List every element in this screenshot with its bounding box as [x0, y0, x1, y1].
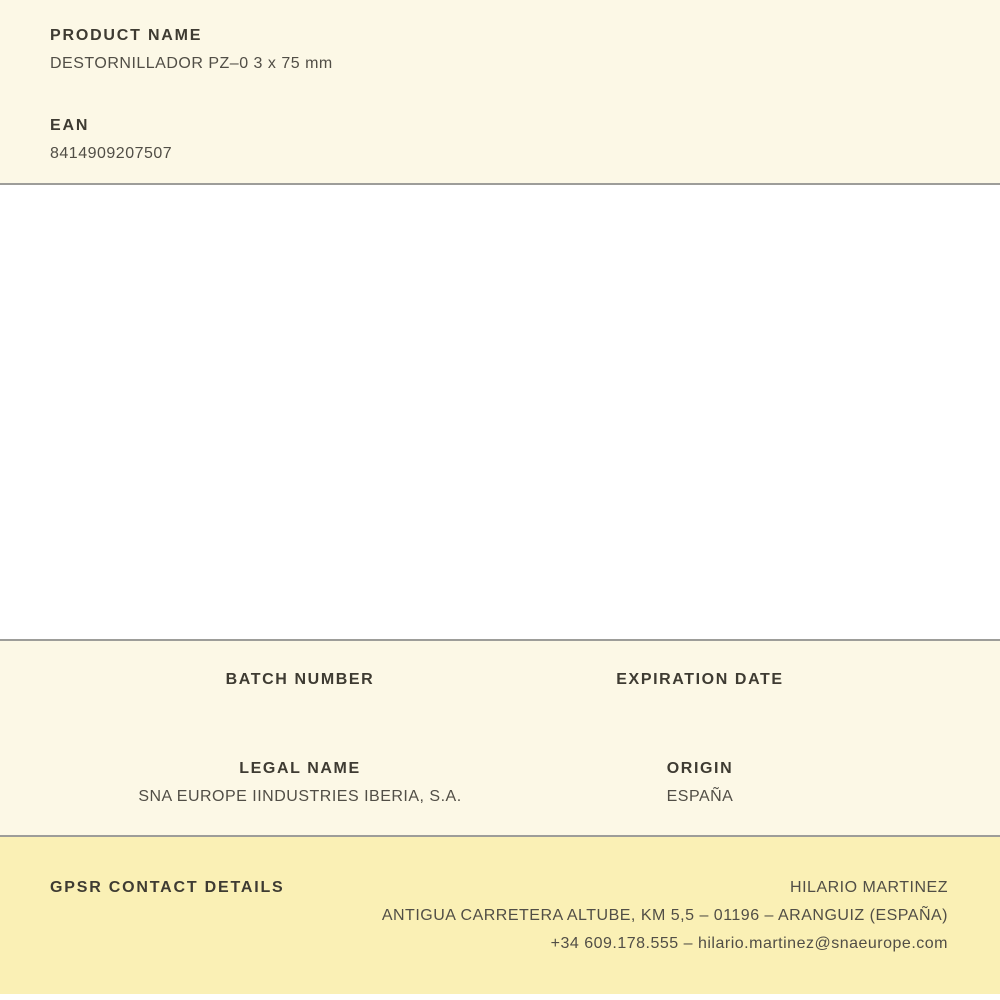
product-image-area — [0, 185, 1000, 641]
gpsr-contact-lines — [382, 874, 948, 958]
legal-name-value: SNA EUROPE IINDUSTRIES IBERIA, S.A. — [138, 788, 462, 805]
product-name-label: PRODUCT NAME — [50, 27, 203, 44]
origin-field — [500, 758, 900, 808]
gpsr-contact-section — [0, 837, 1000, 994]
expiration-date-label: EXPIRATION DATE — [616, 671, 784, 688]
legal-name-field — [100, 758, 500, 808]
batch-expiration-row — [100, 669, 900, 691]
legal-name-label: LEGAL NAME — [239, 760, 361, 777]
batch-number-field — [100, 669, 500, 691]
ean-value: 8414909207507 — [50, 145, 173, 162]
legal-origin-row — [100, 758, 900, 808]
expiration-date-field — [500, 669, 900, 691]
gpsr-contact-name: HILARIO MARTINEZ — [790, 879, 948, 896]
product-name-field — [50, 26, 950, 74]
origin-value: ESPAÑA — [666, 788, 734, 805]
batch-number-label: BATCH NUMBER — [225, 671, 375, 688]
batch-legal-section — [0, 641, 1000, 837]
ean-label: EAN — [50, 117, 90, 134]
origin-label: ORIGIN — [666, 760, 734, 777]
product-header-section — [0, 0, 1000, 185]
gpsr-contact-address: ANTIGUA CARRETERA ALTUBE, KM 5,5 – 01196 – ARANGUIZ (ESPAÑA) — [381, 907, 948, 924]
gpsr-contact-phone-email: +34 609.178.555 – hilario.martinez@snaeurope.com — [550, 935, 948, 952]
product-name-value: DESTORNILLADOR PZ–0 3 x 75 mm — [50, 55, 333, 72]
gpsr-contact-label: GPSR CONTACT DETAILS — [50, 879, 285, 896]
ean-field — [50, 116, 950, 164]
